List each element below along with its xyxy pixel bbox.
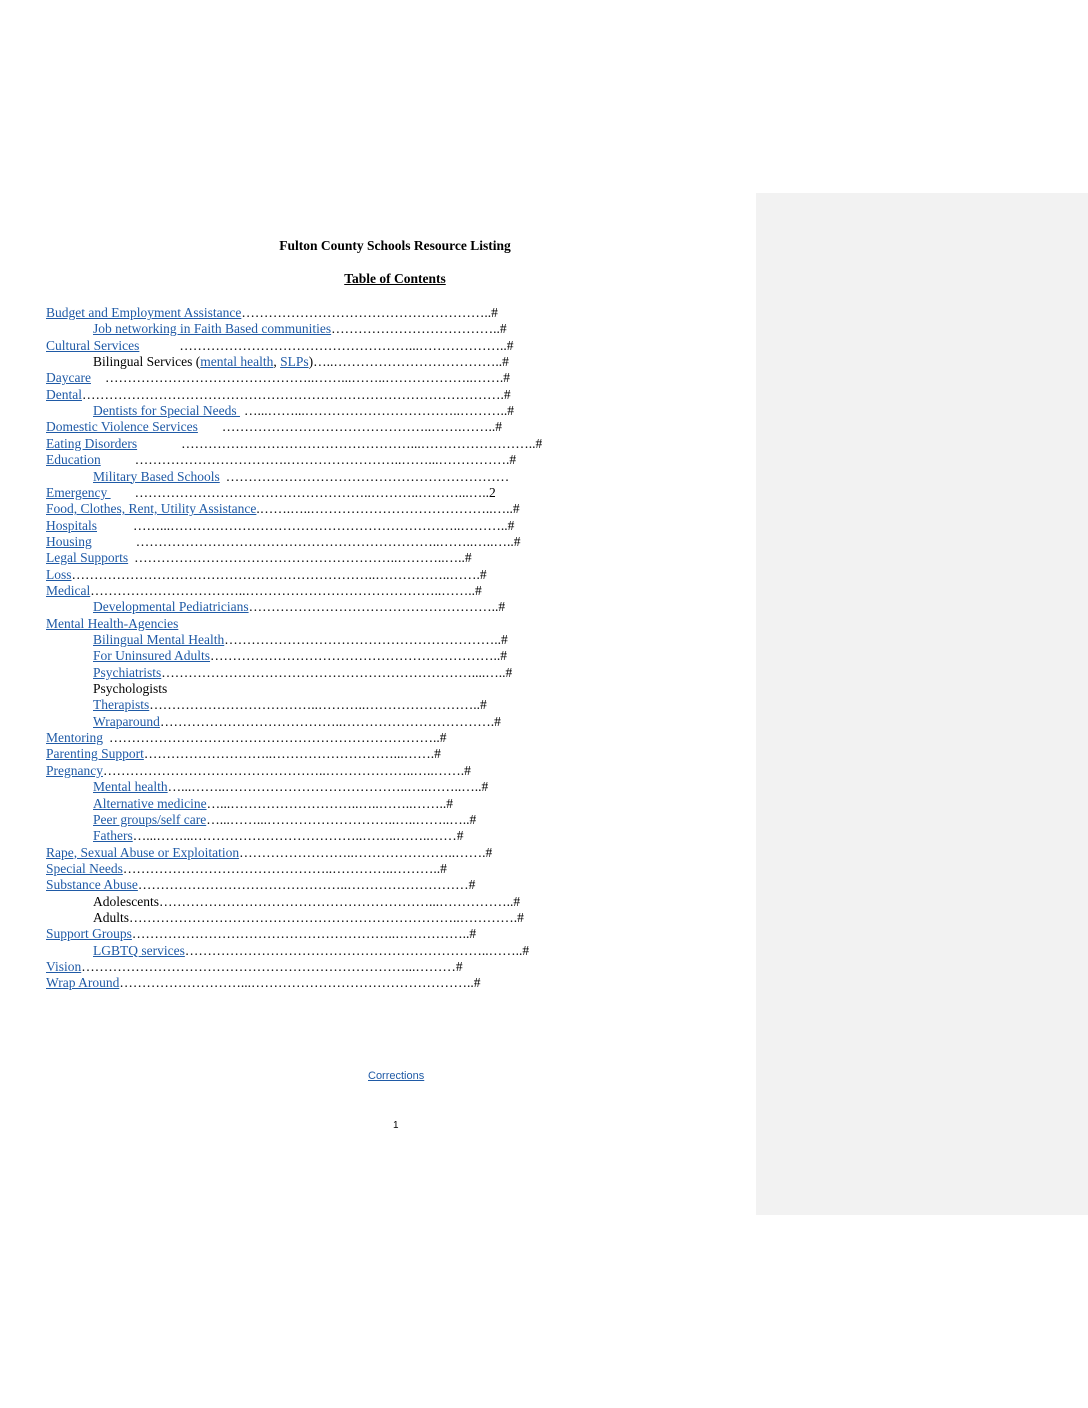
toc-page-ref: # — [499, 321, 507, 337]
toc-leader-dots: …………………………………………………….. — [224, 632, 501, 647]
toc-entry — [46, 877, 475, 893]
toc-entry — [93, 599, 505, 615]
toc-entry — [46, 861, 447, 877]
toc-entry — [46, 926, 476, 942]
toc-leader-dots: ……………………..…………………..……. — [239, 844, 486, 860]
toc-page-ref: # — [481, 779, 489, 795]
toc-entry-link[interactable]: Substance Abuse — [46, 877, 138, 893]
toc-entry-link[interactable]: For Uninsured Adults — [93, 648, 211, 664]
toc-entry — [46, 616, 178, 632]
toc-entry — [93, 796, 453, 812]
toc-leader-dots: ……………………………………………..………..………...….. — [134, 484, 489, 500]
toc-leader-dots: ……………………………………………….. — [248, 599, 499, 615]
toc-leader-dots: …………………………………………………………………………………. — [82, 386, 504, 402]
toc-entry — [46, 746, 441, 762]
toc-page-ref: # — [455, 959, 463, 974]
toc-page-ref: # — [498, 599, 506, 615]
toc-leader-dots: ……………………………………………………….. — [210, 648, 501, 664]
toc-entry — [93, 697, 487, 713]
toc-leader-dots: ……………………………………………………………....….. — [161, 664, 506, 680]
toc-page-ref: # — [512, 501, 520, 517]
toc-entry — [93, 403, 514, 419]
toc-entry-label: Adults — [93, 909, 130, 925]
toc-leader-dots: ………………………………………………………………...……… — [81, 959, 456, 974]
toc-entry-link[interactable]: Food, Clothes, Rent, Utility Assistance — [46, 501, 257, 517]
toc-leader-dots: …...……..…………………………………..…..……..….. — [167, 779, 482, 795]
toc-page-ref: # — [503, 370, 510, 386]
toc-entry — [46, 845, 492, 861]
toc-leader-dots: ………………………………………………………………..…………. — [129, 909, 518, 925]
toc-page-ref: # — [464, 762, 471, 778]
toc-leader-dots: ……………………………………………………...…………….. — [158, 893, 514, 909]
toc-page-ref: # — [473, 975, 481, 991]
toc-entry — [46, 550, 472, 566]
toc-leader-dots: ………………………...………………………………………….. — [119, 975, 474, 991]
toc-entry — [46, 975, 480, 991]
toc-leader-dots: ………………………..………………………...……. — [143, 746, 435, 762]
corrections-link[interactable]: Corrections — [368, 1070, 425, 1082]
toc-page-ref: # — [502, 354, 509, 370]
toc-entry-link[interactable]: Mentoring — [46, 730, 103, 746]
toc-heading: Table of Contents — [344, 271, 446, 286]
toc-entry-link[interactable]: LGBTQ services — [93, 942, 185, 958]
toc-leader-dots: …………………………………………………………..……………..……. — [71, 566, 480, 582]
toc-entry-link[interactable]: Mental health — [93, 779, 168, 795]
toc-entry — [46, 959, 463, 975]
toc-entry — [46, 485, 496, 501]
toc-leader-dots: ……………………………..……………………………………..…….. — [90, 582, 475, 598]
toc-page-ref: # — [513, 533, 521, 549]
toc-entry-link[interactable]: Dental — [46, 386, 82, 402]
toc-entry-link[interactable]: Developmental Pediatricians — [93, 599, 249, 615]
toc-entry-label: Adolescents — [93, 893, 159, 909]
toc-page-ref: # — [474, 582, 482, 598]
toc-entry — [93, 469, 509, 485]
toc-page-ref: 2 — [488, 484, 496, 500]
toc-entry — [46, 436, 542, 452]
toc-page-ref: # — [479, 566, 487, 582]
toc-leader-dots: …………………………………………………………..…….. — [184, 942, 523, 958]
toc-entry-link[interactable]: Pregnancy — [46, 762, 103, 778]
toc-entry — [46, 730, 447, 746]
toc-page-ref: # — [469, 811, 477, 827]
toc-page-ref: # — [509, 452, 517, 468]
toc-page-ref: # — [495, 419, 503, 435]
toc-entry — [93, 665, 512, 681]
toc-leader-dots: …...……...……………………………..……….. — [243, 403, 508, 419]
toc-entry-link[interactable]: Housing — [46, 533, 92, 549]
toc-entry — [46, 763, 471, 779]
toc-entry-label: ) — [308, 354, 314, 370]
toc-leader-dots: …………………………………………………………..……..…..….. — [135, 533, 514, 549]
toc-entry — [46, 583, 482, 599]
toc-entry-link[interactable]: Therapists — [93, 697, 150, 713]
toc-entry-link[interactable]: Support Groups — [46, 926, 132, 942]
toc-leader-dots: …………………………………………..………………..…..……. — [102, 762, 465, 778]
toc-entry-label: , — [273, 354, 281, 370]
toc-page-ref: # — [464, 550, 472, 566]
toc-entry-link[interactable]: Education — [46, 452, 101, 468]
toc-entry-link[interactable]: Hospitals — [46, 517, 98, 533]
toc-page-ref: # — [507, 403, 514, 419]
toc-entry — [93, 779, 488, 795]
comment-pane — [756, 193, 1088, 1215]
toc-page-ref: # — [507, 517, 515, 533]
toc-entry — [46, 567, 487, 583]
toc-entry — [46, 338, 513, 354]
toc-page-ref: # — [480, 697, 487, 713]
toc-entry — [93, 354, 509, 370]
toc-entry — [93, 321, 507, 337]
toc-entry-link[interactable]: Fathers — [93, 828, 133, 844]
page-number: 1 — [393, 1120, 399, 1131]
toc-leader-dots: ……………………………………………………………….. — [109, 730, 440, 746]
toc-entry-link[interactable]: Budget and Employment Assistance — [46, 305, 242, 320]
toc-leader-dots: ………………………………..………..…………………….. — [149, 697, 480, 713]
toc-entry — [93, 828, 464, 844]
toc-entry — [93, 894, 520, 910]
toc-page-ref: # — [446, 795, 453, 811]
toc-entry-link[interactable]: Parenting Support — [46, 746, 144, 762]
toc-leader-dots: .…….…..…………………………………..….. — [256, 501, 513, 517]
toc-entry — [46, 305, 498, 321]
toc-page-ref: # — [469, 926, 477, 942]
toc-entry-link[interactable]: Eating Disorders — [46, 435, 138, 451]
toc-page-ref: # — [434, 746, 441, 762]
toc-entry — [93, 943, 529, 959]
toc-page-ref: # — [500, 632, 508, 647]
toc-entry — [93, 910, 524, 926]
toc-leader-dots: ……...………………………………………………………..……….. — [133, 517, 508, 533]
toc-entry — [93, 812, 476, 828]
toc-entry-link[interactable]: Cultural Services — [46, 337, 140, 353]
toc-entry — [46, 370, 510, 386]
toc-entry — [93, 632, 508, 648]
toc-entry-link[interactable]: mental health — [200, 354, 274, 370]
toc-entry-link[interactable]: Peer groups/self care — [93, 811, 207, 827]
toc-page-ref: # — [468, 877, 476, 893]
toc-leader-dots: ……………………………………………………… — [225, 468, 510, 484]
toc-leader-dots: …………………………….……………………..……...……………. — [134, 452, 510, 468]
toc-entry-link[interactable]: Mental Health-Agencies — [46, 615, 179, 631]
toc-entry-link[interactable]: Medical — [46, 582, 91, 598]
toc-entry — [46, 452, 516, 468]
toc-entry — [46, 419, 502, 435]
document-title: Fulton County Schools Resource Listing — [279, 238, 511, 253]
toc-leader-dots: …...……...………………………..…..……..….. — [206, 811, 470, 827]
toc-page-ref: # — [439, 730, 447, 746]
toc-page-ref: # — [494, 713, 501, 729]
toc-leader-dots: ………………………………………..…….…….. — [221, 419, 496, 435]
toc-page-ref: # — [503, 386, 511, 402]
toc-leader-dots: ………………………………………..……………………… — [137, 877, 469, 893]
toc-leader-dots: ……………………………………………...…………………….. — [181, 435, 536, 451]
toc-entry-link[interactable]: Loss — [46, 566, 72, 582]
toc-page-ref: # — [522, 942, 530, 958]
toc-page-ref: # — [513, 893, 521, 909]
toc-leader-dots: …...……...………………………………..……..……..…… — [132, 828, 457, 844]
toc-entry-link[interactable]: Alternative medicine — [93, 795, 207, 811]
toc-page-ref: # — [517, 909, 524, 925]
toc-entry — [46, 534, 521, 550]
toc-page-ref: # — [456, 828, 464, 844]
toc-entry-link[interactable]: Dentists for Special Needs — [93, 403, 240, 419]
toc-leader-dots: …………………………………………………..………..….. — [134, 550, 465, 566]
toc-leader-dots: …..……………………………….. — [313, 354, 503, 370]
toc-entry-link[interactable]: Special Needs — [46, 860, 123, 876]
toc-entry-link[interactable]: Wraparound — [93, 713, 160, 729]
toc-entry — [93, 648, 507, 664]
toc-entry — [93, 681, 167, 697]
toc-entry — [46, 387, 511, 403]
toc-leader-dots: ……………………………………………….. — [241, 305, 492, 320]
toc-entry-link[interactable]: Daycare — [46, 370, 91, 386]
toc-entry-link[interactable]: Psychiatrists — [93, 664, 162, 680]
toc-page-ref: # — [506, 337, 514, 353]
toc-page-ref: # — [491, 305, 498, 320]
toc-entry-link[interactable]: SLPs — [280, 354, 309, 370]
toc-entry-link[interactable]: Wrap Around — [46, 975, 120, 991]
toc-leader-dots: …………………………………..……………………………. — [159, 713, 495, 729]
toc-leader-dots: …...………………………..…..……..…….. — [206, 795, 447, 811]
toc-entry-label: Bilingual Services ( — [93, 354, 201, 370]
toc-entry-link[interactable]: Military Based Schools — [93, 468, 220, 484]
toc-entry — [46, 501, 520, 517]
toc-entry-link[interactable]: Rape, Sexual Abuse or Exploitation — [46, 844, 240, 860]
toc-entry-link[interactable]: Job networking in Faith Based communities — [93, 321, 332, 337]
toc-entry — [93, 714, 501, 730]
toc-page-ref: # — [500, 648, 508, 664]
toc-leader-dots: …………………………………………………..…………….. — [131, 926, 470, 942]
toc-leader-dots: ……………………………….. — [331, 321, 500, 337]
toc-entry-link[interactable]: Domestic Violence Services — [46, 419, 198, 435]
toc-entry-link[interactable]: Emergency — [46, 484, 111, 500]
toc-entry-label: Psychologists — [93, 681, 168, 697]
toc-entry — [46, 518, 514, 534]
toc-leader-dots: ………………………………………..…………..……….. — [122, 860, 441, 876]
toc-page-ref: # — [535, 435, 543, 451]
toc-leader-dots: ………………………………………..……...……..………………..……. — [104, 370, 504, 386]
toc-page-ref: # — [440, 860, 447, 876]
toc-entry-link[interactable]: Vision — [46, 959, 82, 974]
toc-leader-dots: ……………………………………………...……………….. — [179, 337, 507, 353]
toc-entry-link[interactable]: Bilingual Mental Health — [93, 632, 225, 647]
toc-page-ref: # — [485, 844, 493, 860]
toc-page-ref: # — [505, 664, 513, 680]
toc-entry-link[interactable]: Legal Supports — [46, 550, 129, 566]
